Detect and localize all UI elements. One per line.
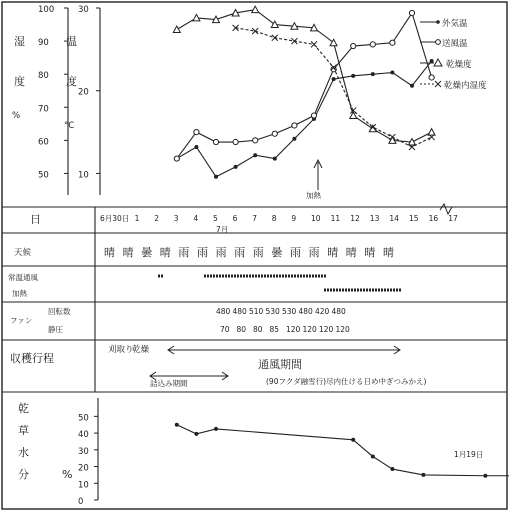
fan-rpm-value: 480 — [298, 307, 313, 316]
moisture-point — [214, 427, 218, 431]
legend-label-inner-humidity: 乾燥内湿度 — [444, 81, 487, 91]
fan-row-label: ファン — [10, 316, 33, 325]
series-point — [272, 131, 277, 136]
x-axis-title: 日 — [30, 213, 41, 226]
series-point — [371, 72, 375, 76]
legend-item-air-temp — [420, 38, 468, 49]
weather-cell: 晴 — [122, 246, 134, 259]
fan-pressure-value: 70 — [220, 325, 230, 334]
moisture-tick-label: 30 — [78, 446, 89, 457]
legend-label-outside-temp: 外気温 — [442, 19, 468, 29]
fan-pressure-value: 120 — [319, 325, 334, 334]
weather-cell: 晴 — [104, 246, 115, 259]
moisture-point — [390, 467, 394, 471]
series-point — [292, 137, 296, 141]
humidity-tick-label: 90 — [38, 38, 49, 49]
x-tick-label: 1 — [134, 214, 140, 223]
ventilation-bars — [158, 276, 402, 290]
fan-pressure-value: 120 — [335, 325, 350, 334]
moisture-point — [421, 473, 425, 477]
weather-row-label: 天候 — [14, 248, 32, 258]
upper-axes — [68, 8, 440, 207]
heating-annotation — [306, 160, 322, 200]
legend-label-dryness: 乾燥度 — [446, 60, 472, 70]
series-point — [214, 175, 218, 179]
moisture-point — [371, 455, 375, 459]
series-point — [194, 145, 198, 149]
humidity-axis-unit: % — [12, 111, 21, 121]
x-tick-label: 11 — [330, 214, 341, 223]
fan-rpm-value: 530 — [265, 307, 280, 316]
work-drying-label: 乾燥 — [132, 345, 150, 355]
temperature-tick-label: 30 — [78, 5, 89, 15]
series-point — [252, 6, 259, 13]
x-tick-label: 6 — [232, 214, 238, 223]
moisture-tick-label: 50 — [78, 413, 89, 424]
series-line — [177, 61, 432, 177]
temperature-tick-label: 10 — [78, 170, 89, 181]
x-tick-label: 10 — [311, 214, 321, 223]
temperature-tick-label: 20 — [78, 87, 89, 98]
x-tick-label: 17 — [448, 214, 458, 223]
x-tick-label: 3 — [173, 214, 179, 223]
series-point — [409, 10, 414, 15]
humidity-tick-label: 70 — [38, 104, 49, 115]
work-fill-period-label: 詰込み期間 — [150, 379, 188, 388]
temperature-axis-unit: °C — [64, 121, 75, 131]
series-point — [370, 42, 375, 47]
moisture-axis-label-1: 乾 — [18, 402, 29, 415]
moisture-tick-label: 0 — [78, 497, 84, 507]
series-point — [410, 84, 414, 88]
fan-value-group — [216, 307, 350, 334]
x-tick-label: 7 — [252, 214, 257, 223]
humidity-tick-label: 80 — [38, 71, 49, 82]
x-tick-label: 4 — [193, 214, 199, 223]
fan-rpm-value: 480 — [331, 307, 346, 316]
weather-cell: 雨 — [252, 246, 264, 259]
moisture-axis-label-2: 草 — [18, 424, 29, 437]
x-tick-label: 8 — [271, 214, 277, 223]
work-note: (90フクダ融雪行)尽内仕ける日め中ぎつみかえ) — [266, 377, 427, 386]
legend-label-air-temp: 送風温 — [442, 39, 468, 49]
fan-pressure-value: 85 — [269, 325, 280, 334]
weather-cell: 晴 — [383, 246, 394, 259]
moisture-tick-label: 20 — [78, 463, 89, 474]
weather-cell: 曇 — [141, 246, 153, 259]
humidity-tick-label: 60 — [38, 137, 49, 148]
legend-item-inner-humidity — [420, 80, 487, 91]
series-point — [292, 123, 297, 128]
weather-cell: 雨 — [178, 246, 190, 259]
moisture-tick-label: 40 — [78, 430, 89, 441]
weather-cell: 雨 — [197, 246, 208, 259]
x-tick-label: 2 — [154, 214, 159, 223]
moisture-point — [351, 438, 355, 442]
fan-rpm-label: 回転数 — [48, 307, 71, 316]
humidity-axis-label-2: 度 — [14, 75, 25, 88]
month-label: 7月 — [216, 225, 229, 234]
heating-label: 加熱 — [306, 191, 321, 200]
moisture-tick-group — [78, 413, 98, 507]
series-point — [174, 156, 179, 161]
fan-pressure-label: 静圧 — [48, 325, 63, 334]
work-row-label: 収穫行程 — [10, 352, 54, 365]
humidity-tick-label: 50 — [38, 170, 49, 181]
series-point — [390, 71, 394, 75]
moisture-annotation: 1月19日 — [454, 450, 484, 459]
moisture-axis-unit: % — [62, 468, 73, 481]
work-cut-label: 刈取り — [108, 345, 134, 355]
weather-cell: 雨 — [308, 246, 320, 259]
series-point — [273, 157, 277, 161]
fan-rpm-value: 480 — [232, 307, 247, 316]
x-tick-label: 12 — [350, 214, 360, 223]
fan-rpm-value: 530 — [282, 307, 297, 316]
series-point — [430, 59, 434, 63]
series-point — [351, 43, 356, 48]
humidity-tick-group — [38, 5, 68, 180]
series-point — [253, 153, 257, 157]
humidity-tick-label: 100 — [38, 5, 55, 15]
temperature-tick-group — [78, 5, 100, 180]
humidity-axis-label-1: 湿 — [14, 35, 25, 48]
temperature-axis-label-1: 温 — [66, 35, 77, 48]
series-point — [429, 75, 434, 80]
moisture-point — [483, 474, 487, 478]
moisture-point — [175, 423, 179, 427]
x-tick-label: 9 — [291, 214, 297, 223]
weather-cell: 雨 — [215, 246, 227, 259]
series-point — [234, 165, 238, 169]
x-tick-label: 16 — [428, 214, 439, 223]
x-tick-label: 5 — [213, 214, 218, 223]
ventilation-row-label-2: 加熱 — [12, 289, 27, 298]
fan-rpm-value: 480 — [216, 307, 231, 316]
temperature-axis-label-2: 度 — [66, 75, 77, 88]
series-point — [311, 113, 316, 118]
series-point — [194, 129, 199, 134]
weather-cell: 雨 — [234, 246, 246, 259]
x-tick-label: 13 — [369, 214, 380, 223]
moisture-point — [194, 432, 198, 436]
axis-break-mark — [440, 204, 452, 214]
weather-cell: 雨 — [290, 246, 301, 259]
series-line — [177, 10, 432, 142]
fan-rpm-value: 510 — [249, 307, 264, 316]
moisture-axis-label-4: 分 — [18, 468, 29, 481]
weather-cell: 曇 — [271, 246, 283, 259]
series-point — [311, 41, 317, 47]
series-point — [213, 139, 218, 144]
x-tick-label: 15 — [409, 214, 419, 223]
moisture-axis-label-3: 水 — [18, 446, 29, 459]
x-tick-label: 6月30日 — [100, 214, 130, 223]
legend-item-outside-temp — [420, 18, 468, 29]
series-point — [253, 138, 258, 143]
ventilation-row-label-1: 常温通風 — [8, 273, 38, 282]
weather-cell: 晴 — [327, 246, 339, 259]
work-period-label: 通風期間 — [258, 358, 302, 371]
series-point — [233, 139, 238, 144]
moisture-tick-label: 10 — [78, 480, 89, 491]
fan-pressure-value: 120 — [302, 325, 317, 334]
weather-cell: 晴 — [364, 246, 376, 259]
fan-pressure-value: 80 — [236, 325, 247, 334]
row-separators — [2, 207, 507, 392]
x-tick-label: 14 — [389, 214, 399, 223]
weather-cell: 晴 — [345, 246, 357, 259]
weather-cell-group — [104, 245, 394, 259]
fan-rpm-value: 420 — [315, 307, 330, 316]
weather-cell: 晴 — [159, 246, 171, 259]
series-point — [173, 26, 180, 33]
upper-series-group — [173, 6, 435, 179]
fan-pressure-value: 80 — [253, 325, 263, 334]
series-point — [351, 74, 355, 78]
fan-pressure-value: 120 — [286, 325, 301, 334]
series-point — [332, 77, 336, 81]
x-tick-group — [100, 214, 458, 223]
series-point — [390, 40, 395, 45]
